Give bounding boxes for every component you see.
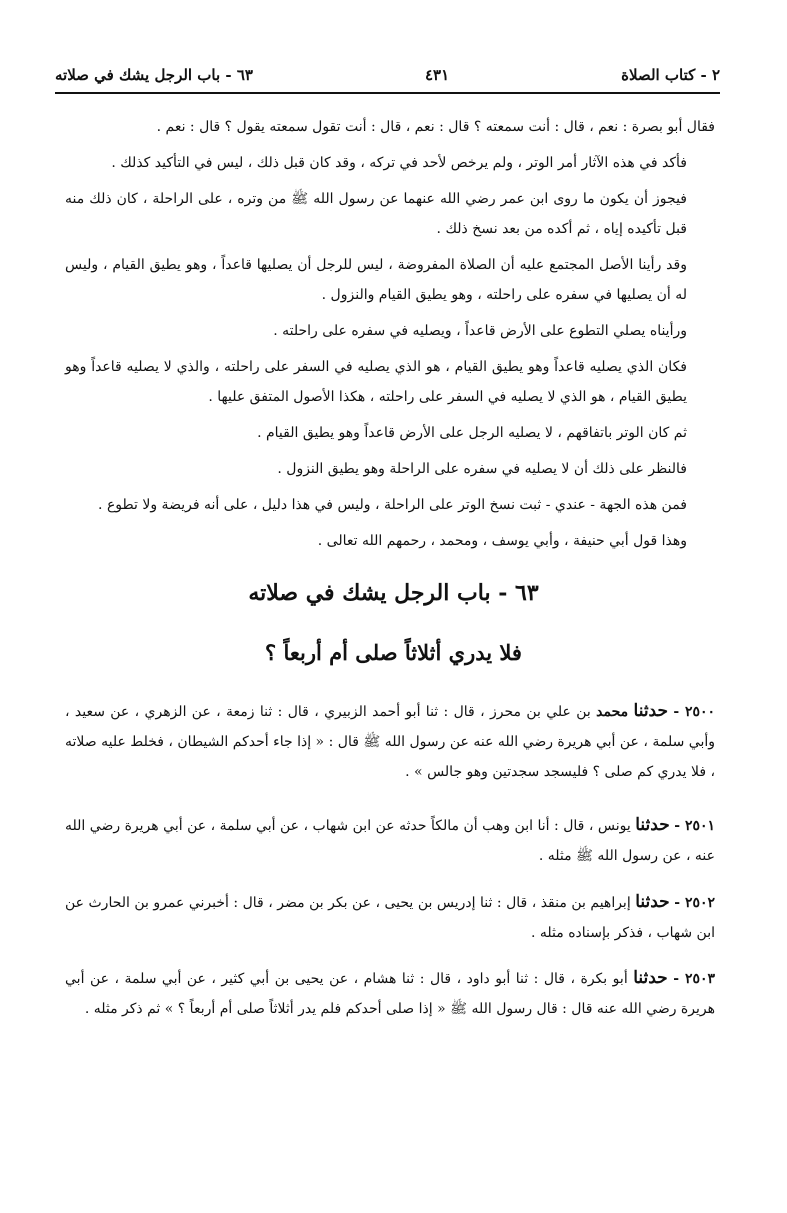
hadith-text: أبو بكرة ، قال : ثنا أبو داود ، قال : ثنا هشام ، عن يحيى بن أبي كثير ، عن أبي سلمة ، عن أبي هريرة رضي الله عنه قال : قال رسول الله ﷺ « إذا صلى أحدكم فلم يدر أثلاثاً صلى أم أربعاً ؟ » ثم ذكر مثله . bbox=[65, 971, 715, 1017]
hadith-entry bbox=[65, 887, 715, 948]
hadith-text: إبراهيم بن منقذ ، قال : ثنا إدريس بن يحيى ، عن بكر بن مضر ، قال : أخبرني عمرو بن الحارث عن ابن شهاب ، فذكر بإسناده مثله . bbox=[65, 895, 715, 941]
running-header bbox=[55, 62, 720, 88]
hadith-entry bbox=[65, 810, 715, 871]
header-book-title: ٢ - كتاب الصلاة bbox=[621, 66, 720, 84]
header-divider bbox=[55, 92, 720, 94]
hadith-text: بن علي بن محرز ، قال : ثنا أبو أحمد الزبيري ، قال : ثنا زمعة ، عن الزهري ، عن سعيد ، وأبي سلمة ، عن أبي هريرة رضي الله عنه عن رسول الله ﷺ قال : « إذا جاء أحدكم الشيطان ، فخلط عليه صلاته ، فلا يدري كم صلى ؟ فليسجد سجدتين وهو جالس » . bbox=[65, 704, 715, 780]
hadith-number: ٢٥٠١ - bbox=[674, 818, 716, 834]
paragraph: فكان الذي يصليه قاعداً وهو يطيق القيام ، هو الذي يصليه في السفر على راحلته ، والذي لا يصليه قاعداً وهو يطيق القيام ، هو الذي لا يصليه في السفر على راحلته ، هكذا الأصول المتفق عليها . bbox=[65, 359, 687, 405]
paragraph: فالنظر على ذلك أن لا يصليه في سفره على الراحلة وهو يطيق النزول . bbox=[277, 461, 687, 477]
paragraph: فأكد في هذه الآثار أمر الوتر ، ولم يرخص لأحد في تركه ، وقد كان قبل ذلك ، ليس في التأكيد كذلك . bbox=[111, 155, 687, 171]
paragraph: وهذا قول أبي حنيفة ، وأبي يوسف ، ومحمد ، رحمهم الله تعالى . bbox=[317, 533, 687, 549]
haddathana-word: حدثنا bbox=[633, 701, 668, 721]
hadith-text: يونس ، قال : أنا ابن وهب أن مالكاً حدثه عن ابن شهاب ، عن أبي سلمة ، عن أبي هريرة رضي الله عنه ، عن رسول الله ﷺ مثله . bbox=[65, 818, 715, 864]
paragraph: وقد رأينا الأصل المجتمع عليه أن الصلاة المفروضة ، ليس للرجل أن يصليها قاعداً ، وهو يطيق القيام ، وليس له أن يصليها في سفره على راحلته ، وهو يطيق القيام والنزول . bbox=[65, 257, 687, 303]
paragraph: فمن هذه الجهة - عندي - ثبت نسخ الوتر على الراحلة ، وليس في هذا دليل ، على أنه فريضة ولا تطوع . bbox=[98, 497, 687, 513]
hadith-number: ٢٥٠٠ - bbox=[673, 704, 716, 720]
hadith-number: ٢٥٠٣ - bbox=[673, 971, 716, 987]
header-chapter-title: ٦٣ - باب الرجل يشك في صلاته bbox=[55, 66, 253, 84]
chapter-title: ٦٣ - باب الرجل يشك في صلاته bbox=[248, 580, 539, 606]
body-text bbox=[65, 112, 715, 562]
hadith-entry bbox=[65, 963, 715, 1024]
hadith-number: ٢٥٠٢ - bbox=[674, 895, 716, 911]
haddathana-word: حدثنا bbox=[635, 892, 670, 912]
page-number: ٤٣١ bbox=[424, 66, 450, 84]
narrator-name: محمد bbox=[596, 704, 629, 720]
haddathana-word: حدثنا bbox=[633, 968, 668, 988]
chapter-subtitle: فلا يدري أثلاثاً صلى أم أربعاً ؟ bbox=[265, 640, 522, 665]
paragraph: فقال أبو بصرة : نعم ، قال : أنت سمعته ؟ قال : نعم ، قال : أنت تقول سمعته يقول ؟ قال : نعم . bbox=[156, 119, 715, 135]
paragraph: ثم كان الوتر باتفاقهم ، لا يصليه الرجل على الأرض قاعداً وهو يطيق القيام . bbox=[257, 425, 687, 441]
paragraph: فيجوز أن يكون ما روى ابن عمر رضي الله عنهما عن رسول الله ﷺ من وتره ، على الراحلة ، كان ذلك منه قبل تأكيده إياه ، ثم أكده من بعد نسخ ذلك . bbox=[65, 191, 687, 237]
hadith-entry bbox=[65, 696, 715, 787]
paragraph: ورأيناه يصلي التطوع على الأرض قاعداً ، ويصليه في سفره على راحلته . bbox=[273, 323, 687, 339]
haddathana-word: حدثنا bbox=[635, 815, 670, 835]
